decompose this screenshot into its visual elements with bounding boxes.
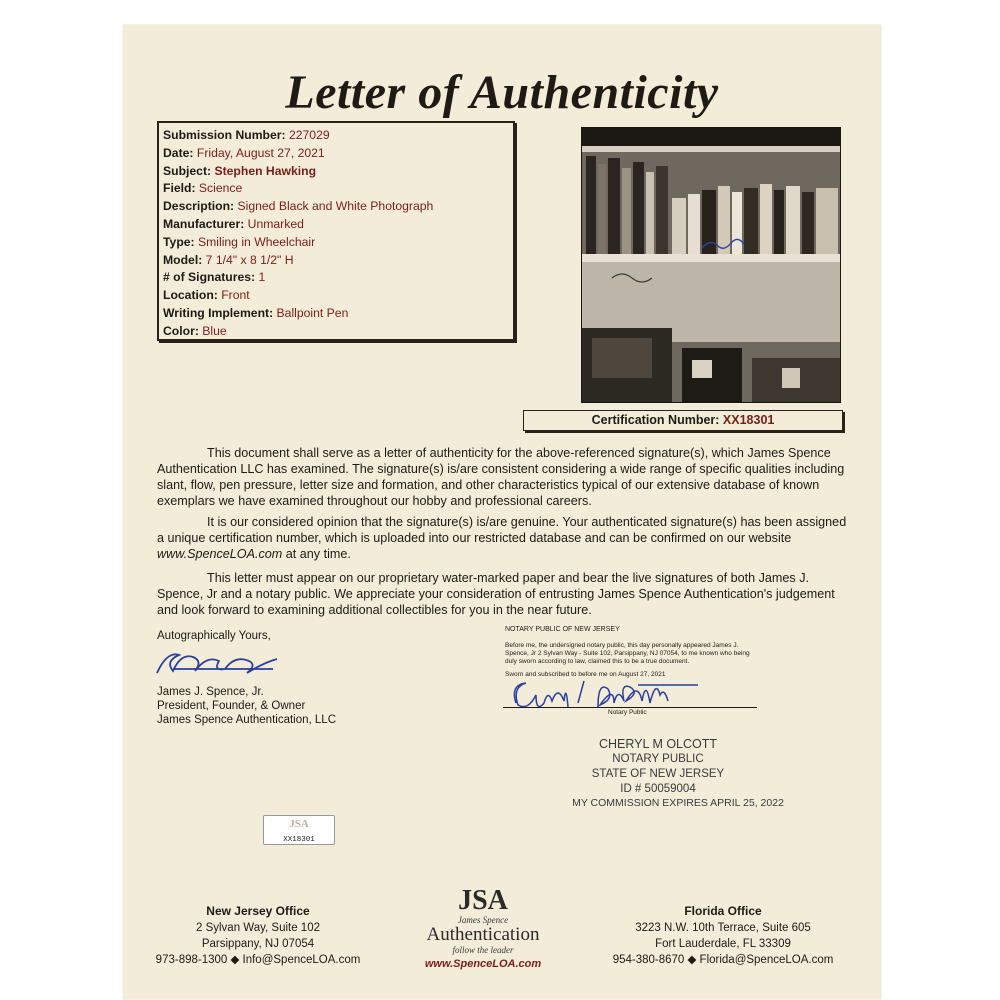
info-row xyxy=(163,323,513,341)
photo-image xyxy=(582,128,840,402)
info-label: Location: xyxy=(163,288,218,303)
info-value: Signed Black and White Photograph xyxy=(237,199,434,214)
paragraph-2 xyxy=(157,514,847,562)
certification-label: Certification Number: xyxy=(591,413,720,427)
signer-block xyxy=(157,685,336,727)
info-row xyxy=(163,252,513,270)
info-value: Smiling in Wheelchair xyxy=(198,234,316,249)
notary-body: Before me, the undersigned notary public, this day personally appeared James J. Spence, Jr 2 Sylvan Way - Suite 102, Parsippany, NJ 07054, to me known who being duly sworn according to law, claimed this to be a true document. xyxy=(505,642,750,665)
nj-office-line2: Parsippany, NJ 07054 xyxy=(201,938,315,950)
info-row xyxy=(163,127,513,145)
info-value: Blue xyxy=(202,323,227,338)
website-link[interactable]: www.SpenceLOA.com xyxy=(157,547,283,561)
signer-company: James Spence Authentication, LLC xyxy=(157,714,337,726)
info-label: Model: xyxy=(163,252,203,267)
document-title: Letter of Authenticity xyxy=(285,66,719,119)
logo-jsa: JSA xyxy=(458,885,508,916)
paragraph-3: This letter must appear on our proprietary water-marked paper and bear the live signatures of both James J. Spence, Jr and a notary public. We appreciate your consideration of entrusting James Spence Authentication's judgement and look forward to examining additional collectibles for you in the near future. xyxy=(157,571,835,617)
info-value: Ballpoint Pen xyxy=(276,305,349,320)
info-value: Unmarked xyxy=(247,216,304,231)
notary-stamp-id: ID # 50059004 xyxy=(620,783,696,795)
signer-role: President, Founder, & Owner xyxy=(157,700,306,712)
info-label: Submission Number: xyxy=(163,128,286,142)
nj-office-line1: 2 Sylvan Way, Suite 102 xyxy=(195,922,320,934)
certification-number: XX18301 xyxy=(722,413,775,427)
info-value: 227029 xyxy=(288,128,330,142)
info-row xyxy=(163,180,513,198)
info-label: Manufacturer: xyxy=(163,216,245,231)
info-value: 1 xyxy=(258,270,266,285)
logo-authentication: Authentication xyxy=(426,924,540,945)
closing-text: Autographically Yours, xyxy=(157,630,271,642)
notary-header: NOTARY PUBLIC OF NEW JERSEY xyxy=(505,626,620,633)
fl-office-line1: 3223 N.W. 10th Terrace, Suite 605 xyxy=(635,922,811,934)
info-row xyxy=(163,163,513,181)
nj-office xyxy=(133,903,383,968)
jsa-hologram-sticker xyxy=(263,815,335,845)
notary-line xyxy=(503,707,757,708)
fl-office xyxy=(588,903,858,968)
signer-name: James J. Spence, Jr. xyxy=(157,686,264,698)
info-label: Color: xyxy=(163,323,199,338)
letter-paper xyxy=(123,25,881,999)
info-value: Front xyxy=(221,288,250,303)
notary-sworn: Sworn and subscribed to before me on August 27, 2021 xyxy=(505,671,666,678)
logo-url[interactable]: www.SpenceLOA.com xyxy=(424,958,542,970)
nj-office-title: New Jersey Office xyxy=(206,904,310,918)
notary-stamp-state: STATE OF NEW JERSEY xyxy=(591,768,725,780)
info-label: Date: xyxy=(163,145,194,160)
info-row xyxy=(163,305,513,323)
info-label: Type: xyxy=(163,234,195,249)
svg-text:JSA: JSA xyxy=(289,818,309,830)
info-label: Subject: xyxy=(163,163,212,178)
info-value: Stephen Hawking xyxy=(214,163,317,178)
paragraph-2-text-b: at any time. xyxy=(282,547,351,561)
notary-stamp-name: CHERYL M OLCOTT xyxy=(598,737,718,751)
sticker-number: XX18301 xyxy=(283,836,315,844)
jsa-logo xyxy=(408,887,558,987)
fl-office-line3: 954-380-8670 ◆ Florida@SpenceLOA.com xyxy=(612,954,834,966)
info-row xyxy=(163,198,513,216)
fl-office-title: Florida Office xyxy=(684,904,762,918)
info-row xyxy=(163,234,513,252)
info-box xyxy=(157,121,515,341)
info-label: Writing Implement: xyxy=(163,305,274,320)
logo-brand: James Spence xyxy=(457,915,509,925)
signed-photograph xyxy=(581,127,841,403)
paragraph-2-text-a: It is our considered opinion that the signature(s) is/are genuine. Your authenticated signature(s) has been assigned a unique certification number, which is uploaded into our restricted database and can be confirmed on our website xyxy=(157,515,847,545)
notary-stamp-expires: MY COMMISSION EXPIRES APRIL 25, 2022 xyxy=(572,797,784,809)
info-value: Science xyxy=(198,181,243,196)
notary-line-label: Notary Public xyxy=(608,709,647,716)
paragraph-1: This document shall serve as a letter of authenticity for the above-referenced signature(s), which James Spence Authentication LLC has examined. The signature(s) is/are consistent considering a wide range of specific qualities including slant, flow, pen pressure, letter size and formation, and other characteristics typical of our extensive database of known exemplars we have examined throughout our hobby and professional careers. xyxy=(157,446,845,508)
info-row xyxy=(163,287,513,305)
info-row xyxy=(163,145,513,163)
info-value: 7 1/4" x 8 1/2" H xyxy=(205,252,294,267)
certification-number-box xyxy=(523,410,843,431)
info-row xyxy=(163,216,513,234)
info-label: # of Signatures: xyxy=(163,270,256,285)
fl-office-line2: Fort Lauderdale, FL 33309 xyxy=(655,938,791,950)
info-label: Field: xyxy=(163,181,196,196)
spence-signature xyxy=(153,643,293,683)
info-label: Description: xyxy=(163,199,235,214)
info-row xyxy=(163,269,513,287)
hologram-logo-icon xyxy=(264,816,334,830)
nj-office-line3: 973-898-1300 ◆ Info@SpenceLOA.com xyxy=(155,954,361,966)
logo-tagline: follow the leader xyxy=(452,945,514,955)
notary-stamp-title: NOTARY PUBLIC xyxy=(612,753,704,765)
info-value: Friday, August 27, 2021 xyxy=(196,145,325,160)
